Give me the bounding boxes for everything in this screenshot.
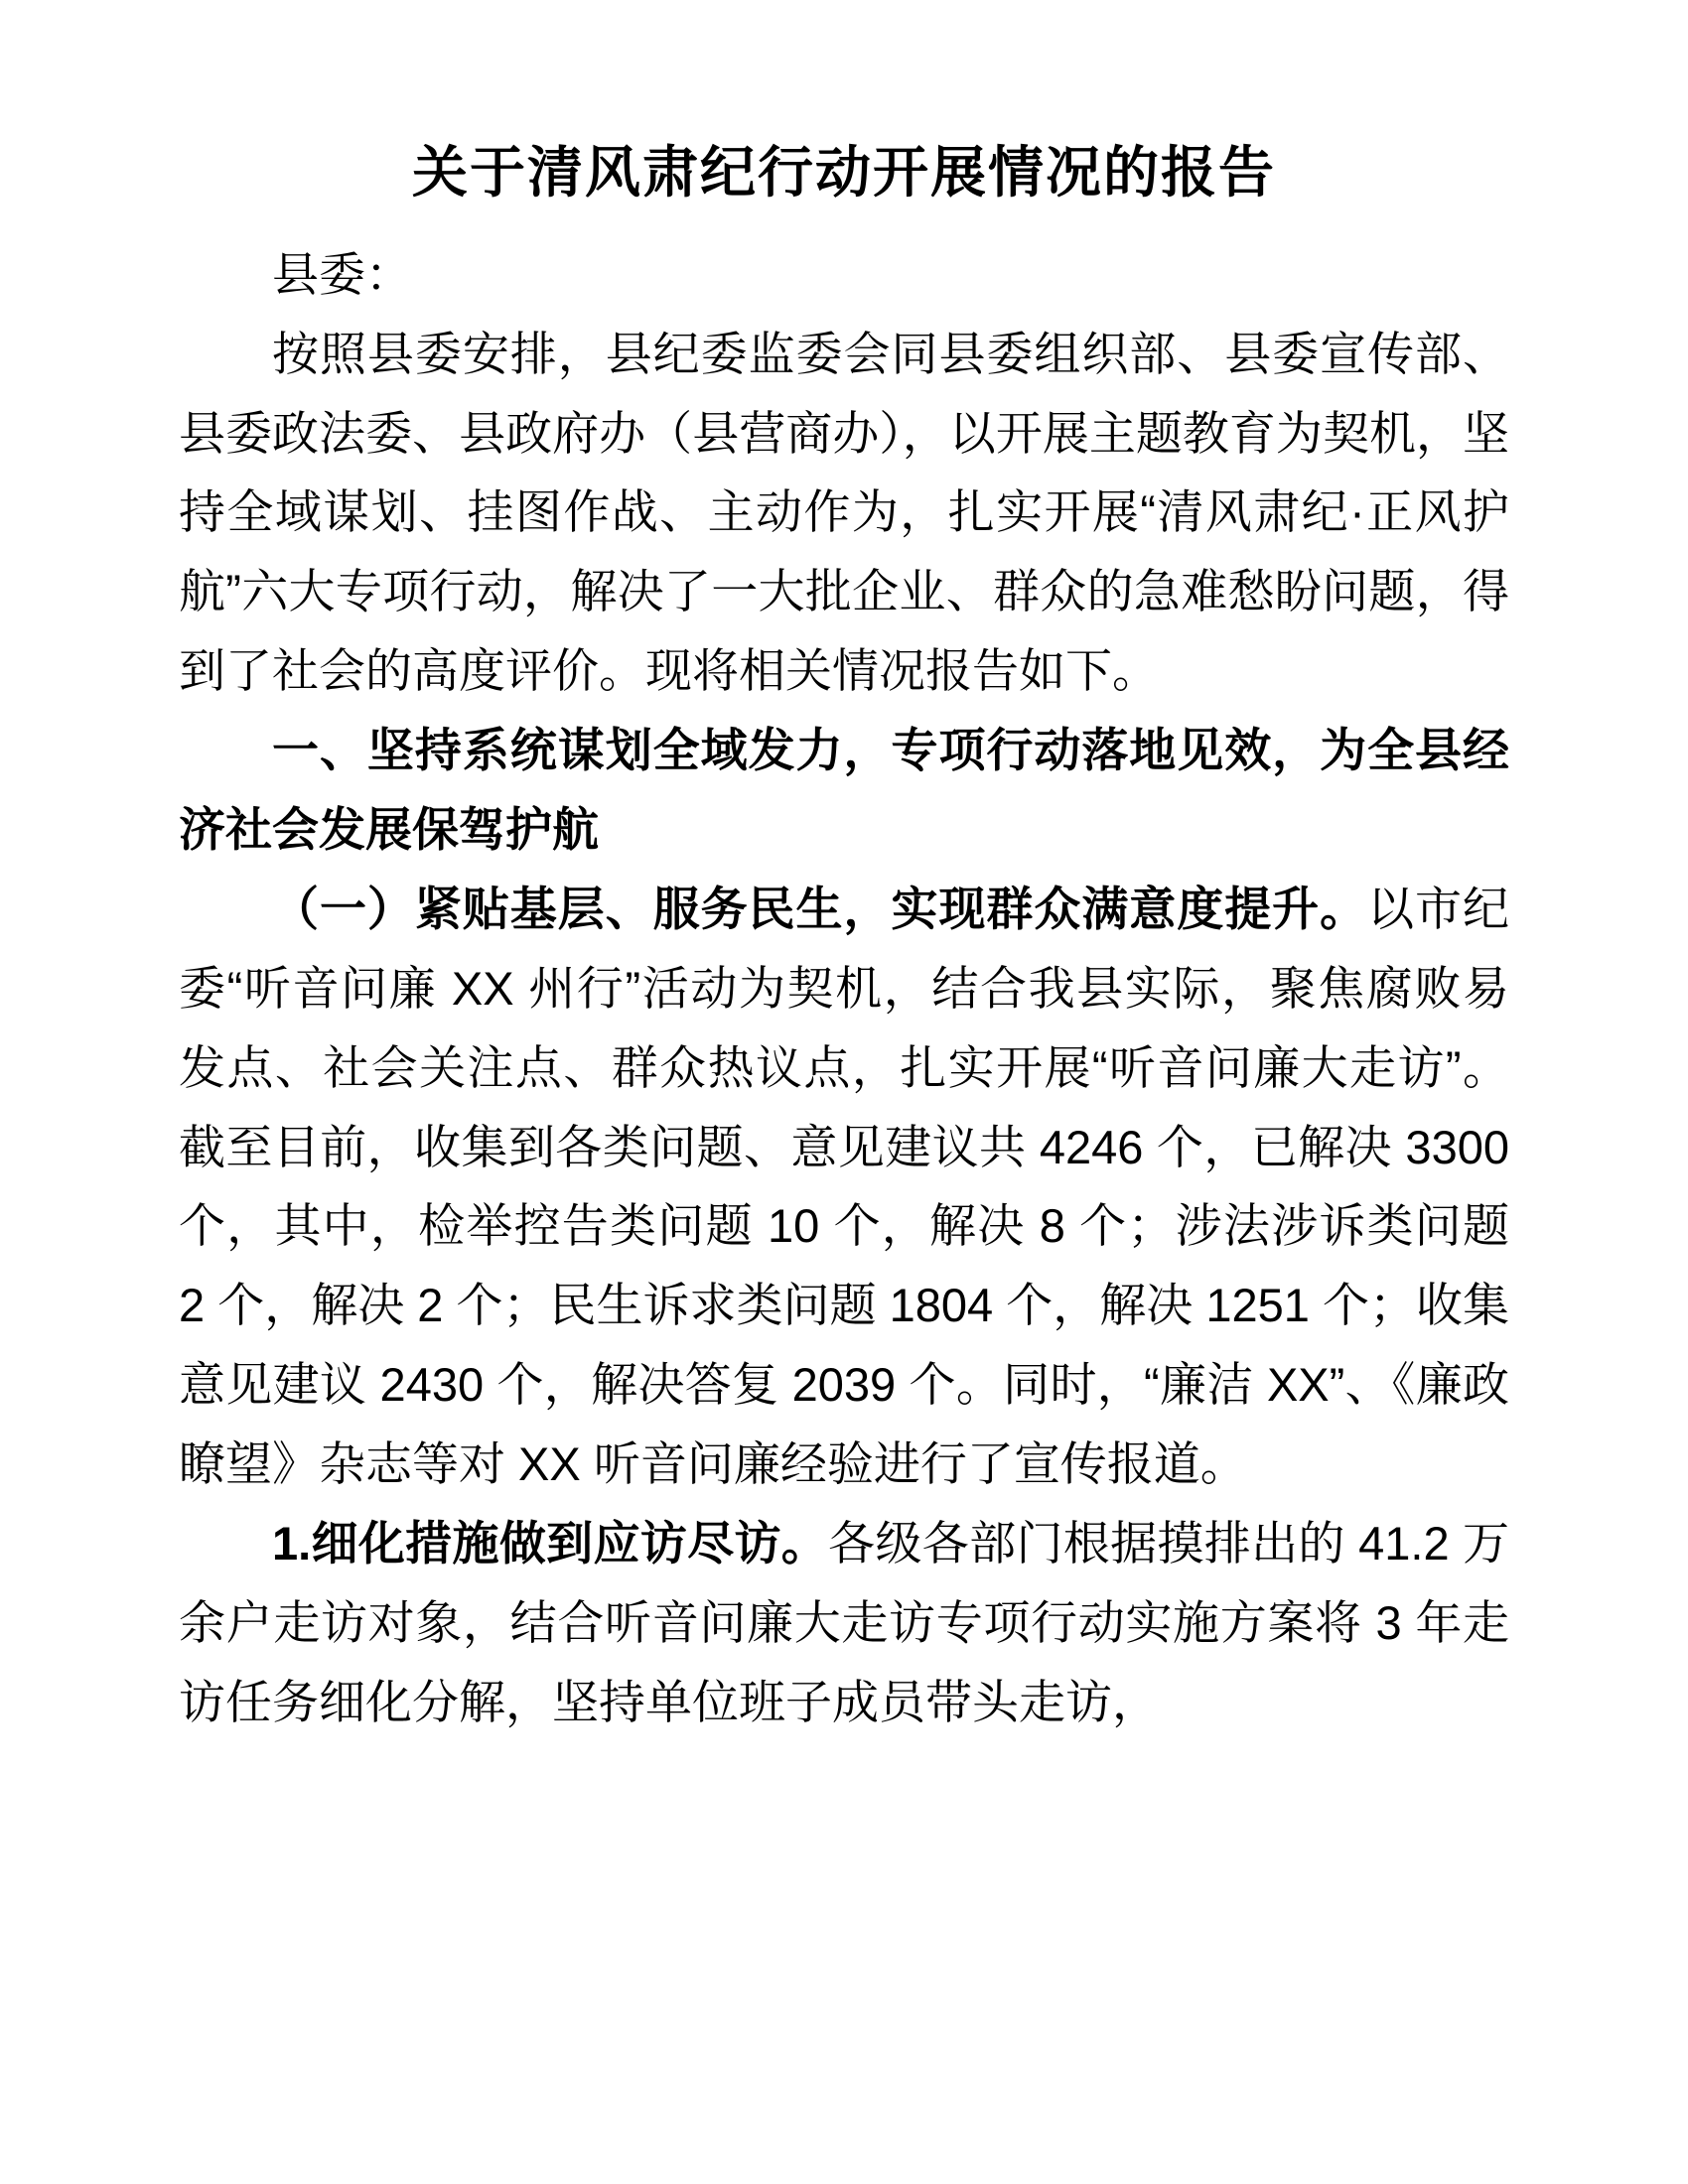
document-title: 关于清风肃纪行动开展情况的报告 [412,141,1276,204]
paragraph-lead: （一）紧贴基层、服务民生，实现群众满意度提升。 [272,882,1368,935]
paragraph-text: 县委： [272,247,412,301]
paragraph-text: 以市纪委“听音问廉 XX 州行”活动为契机，结合我县实际，聚焦腐败易发点、社会关注点、群众热议点，扎实开展“听音问廉大走访”。截至目前，收集到各类问题、意见建议共 4246 个，已解决 3300 个，其中，检举控告类问题 10 个，解决 8 个；涉法涉诉类问题 2 个，解决 2 个；民生诉求类问题 1804 个，解决 1251 个；收集意见建议 2430 个，解决答复 2039 个。同时，“廉洁 XX”、《廉政瞭望》杂志等对 XX 听音问廉经验进行了宣传报道。 [179,882,1510,1491]
section-heading-text: 一、坚持系统谋划全域发力，专项行动落地见效，为全县经济社会发展保驾护航 [179,724,1509,857]
salutation-paragraph [179,235,1509,315]
intro-paragraph [179,315,1509,711]
subsection-paragraph [179,870,1509,1504]
paragraph-text: 各级各部门根据摸排出的 41.2 万余户走访对象，结合听音问廉大走访专项行动实施方案将 3 年走访任务细化分解，坚持单位班子成员带头走访， [179,1517,1509,1728]
paragraph-text: 按照县委安排，县纪委监委会同县委组织部、县委宣传部、县委政法委、县政府办（县营商办），以开展主题教育为契机，坚持全域谋划、挂图作战、主动作为，扎实开展“清风肃纪·正风护航”六大专项行动，解决了一大批企业、群众的急难愁盼问题，得到了社会的高度评价。现将相关情况报告如下。 [179,327,1509,698]
numbered-point-paragraph [179,1504,1509,1742]
section-heading [179,711,1509,870]
paragraph-lead: 1.细化措施做到应访尽访。 [272,1517,829,1570]
